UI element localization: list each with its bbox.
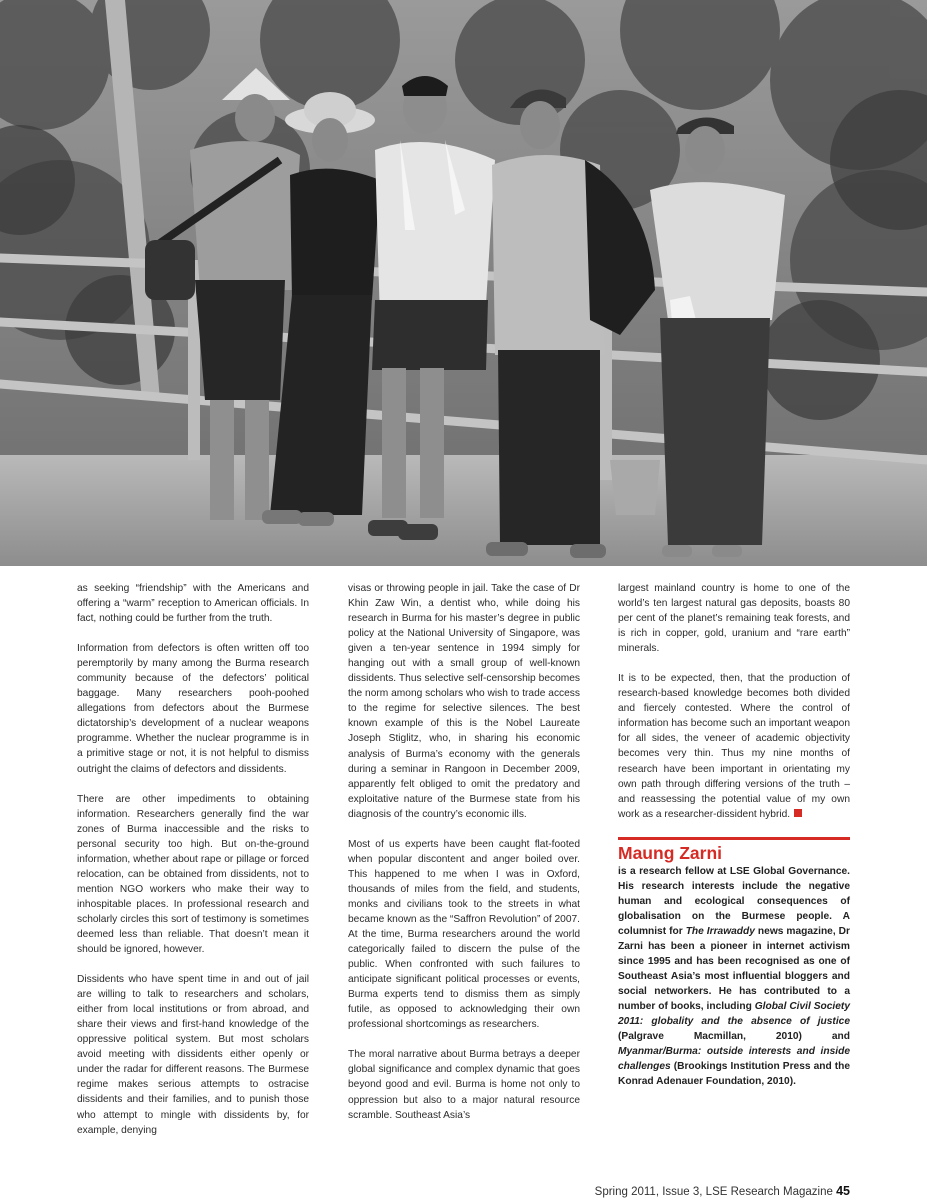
author-bio-part-3: (Palgrave Macmillan, 2010) and	[618, 1031, 850, 1043]
col1-paragraph-3: There are other impediments to obtaining information. Researchers generally find the war zones of Burma inaccessible and the risks to personal security too high. But on-the-ground information, whether about rape or pillage or forced relocation, can be obtained from dissidents, not to mention NGO workers who make their way to inhospitable places. In professional research and scholarly circles this sort of testimony is sometimes deemed less than reliable. That doesn’t mean it should be ignored, however.	[77, 793, 309, 956]
col3-paragraph-2	[618, 671, 850, 821]
page-number: 45	[836, 1184, 850, 1198]
author-bio-part-2: news magazine, Dr Zarni has been a pioneer in internet activism since 1995 and has been recognised as one of Southeast Asia’s most influential bloggers and social networkers. He has contributed to a number of books, including	[618, 925, 850, 1013]
author-bio-book-1: Global Civil Society 2011: globality and the absence of justice	[618, 1001, 850, 1028]
col1-paragraph-4: Dissidents who have spent time in and out of jail are willing to talk to researchers and scholars, either from local institutions or from abroad, and share their views and first-hand knowledge of the oppressive political system. But most scholars avoid meeting with dissidents either openly or under the radar for different reasons. The Burmese regime makes serious attempts to ostracise dissidents and their families, and to punish those who attempt to mingle with dissidents by, for example, denying	[77, 974, 309, 1136]
col1-paragraph-1: as seeking “friendship” with the Americans and offering a “warm” reception to American officials. In fact, nothing could be further from the truth.	[77, 583, 309, 625]
author-name: Maung Zarni	[618, 842, 723, 863]
col3-paragraph-1: largest mainland country is home to one of the world’s ten largest natural gas deposits, boasts 80 per cent of the planet’s remaining teak forests, and is rich in copper, gold, uranium and “rare earth” minerals.	[618, 583, 850, 655]
header-photo	[0, 0, 927, 566]
footer-publication: Spring 2011, Issue 3, LSE Research Magazine	[594, 1186, 833, 1198]
article-column-2	[348, 581, 580, 1138]
author-bio-book-2: Myanmar/Burma: outside interests and inside challenges	[618, 1046, 850, 1073]
author-bio-part-4: (Brookings Institution Press and the Konrad Adenauer Foundation, 2010).	[618, 1061, 850, 1088]
col2-paragraph-2: Most of us experts have been caught flat-footed when popular discontent and anger boiled over. This happened to me when I was in Oxford, thousands of miles from the field, and students, monks and civilians took to the streets in what became known as the “Saffron Revolution” of 2007. At the time, Burma researchers around the world categorically failed to discern the pulse of the public. When confronted with such failures to anticipate significant political processes or events, Burma experts tend to dismiss them as simply futile, as opposed to acknowledging their own professional shortcomings as researchers.	[348, 838, 580, 1031]
end-of-article-mark-icon	[794, 809, 802, 817]
col2-paragraph-1: visas or throwing people in jail. Take the case of Dr Khin Zaw Win, a dentist who, while doing his research in Burma for his master’s degree in public policy at the National University of Singapore, was given a ten-year sentence in 1994 simply for hanging out with a small group of well-known dissidents. Thus selective self-censorship becomes the norm among scholars who wish to trade access to the regime for selective silences. The best known example of this is the Nobel Laureate Joseph Stiglitz, who, in sharing his economic analysis of Burma’s economy with the generals during a seminar in Rangoon in December 2009, apparently felt obliged to omit the predatory and exploitative nature of the Burmese state from his diagnosis of the country’s economic ills.	[348, 583, 580, 820]
author-bio	[618, 864, 850, 1090]
col1-paragraph-2: Information from defectors is often written off too peremptorily by many among the Burma research community because of the defectors’ political baggage. Many researchers pooh-poohed allegations from defectors about the Burmese dictatorship’s development of a nuclear weapons programme. Whether the nuclear programme is in a primitive stage or not, it is not helpful to dismiss outright the claims of defectors and dissidents.	[77, 643, 309, 775]
author-bio-part-1: is a research fellow at LSE Global Governance. His research interests include the negative human and ecological consequences of globalisation on the Burmese people. A columnist for	[618, 865, 850, 937]
article-column-3	[618, 581, 850, 1104]
article-column-1	[77, 581, 309, 1153]
author-bio-publication-1: The Irrawaddy	[685, 925, 755, 937]
author-bio-rule	[618, 837, 850, 840]
page-footer	[595, 1184, 850, 1198]
col2-paragraph-3: The moral narrative about Burma betrays a deeper global significance and complex dynamic that goes beyond good and evil. Burma is home not only to oppression but also to a major natural resource scramble. Southeast Asia’s	[348, 1049, 580, 1121]
col3-paragraph-2-text: It is to be expected, then, that the production of research-based knowledge becomes both divided and fiercely contested. Where the control of information has become such an important weapon for all sides, the veneer of academic objectivity becomes very thin. Thus my nine months of research have been important in orientating my own path through differing versions of the truth – and reassessing the potential value of my own work as a researcher-dissident hybrid.	[618, 673, 850, 820]
